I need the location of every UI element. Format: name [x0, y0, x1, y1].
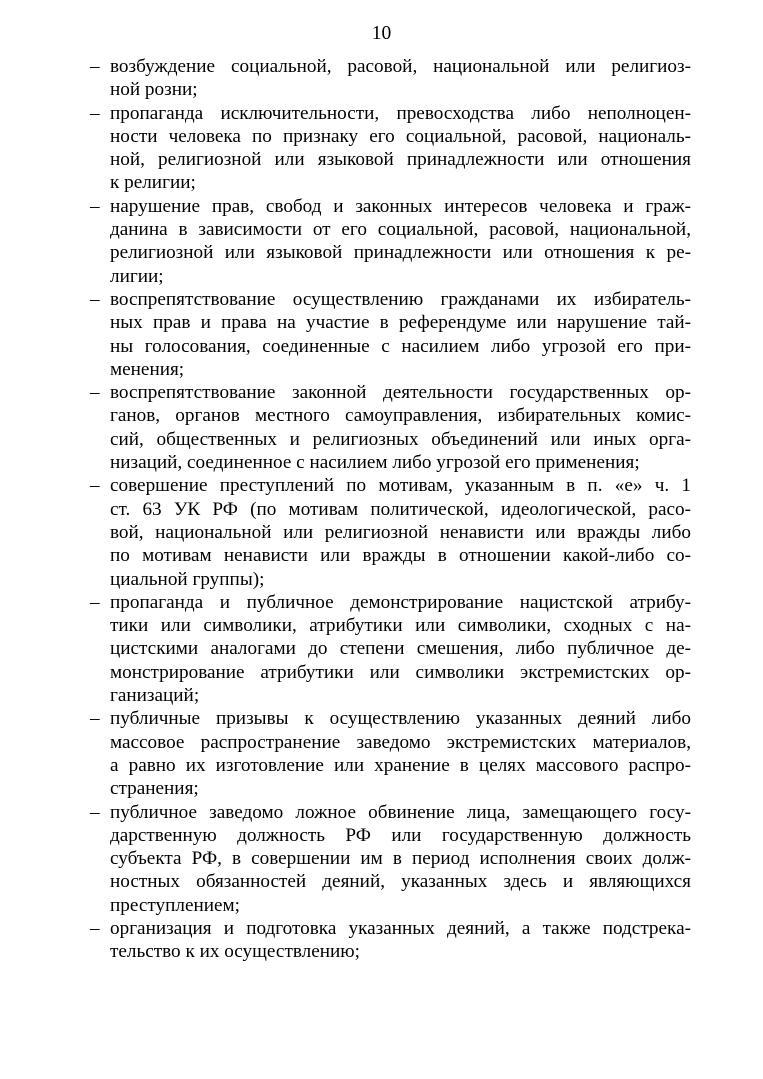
list-dash: – [90, 708, 100, 730]
text-line: пропаганда и публичное демонстрирование нацистской атрибу- [110, 591, 691, 613]
text-line: субъекта РФ, в совершении им в период исполнения своих долж- [110, 848, 691, 870]
list-item [0, 707, 691, 800]
list-item [0, 474, 691, 590]
text-line: организация и подготовка указанных деяний, а также подстрека- [110, 917, 691, 939]
page-number: 10 [371, 23, 392, 44]
text-line: лигии; [110, 265, 164, 287]
bullet-list [0, 55, 763, 964]
text-line: пропаганда исключительности, превосходства либо неполноцен- [110, 102, 691, 124]
list-dash: – [90, 288, 100, 310]
text-line: ны голосования, соединенные с насилием либо угрозой его при- [110, 335, 691, 357]
text-line: ганизаций; [110, 685, 200, 707]
text-line: сий, общественных и религиозных объединений или иных орга- [110, 428, 691, 450]
list-dash: – [90, 102, 100, 124]
text-line: дарственную должность РФ или государственную должность [110, 824, 691, 846]
text-line: ной розни; [110, 79, 198, 101]
list-item [0, 801, 691, 917]
list-dash: – [90, 382, 100, 404]
text-line: монстрирование атрибутики или символики экстремистских ор- [110, 661, 691, 683]
text-line: ных прав и права на участие в референдуме или нарушение тай- [110, 312, 691, 334]
text-line: к религии; [110, 172, 196, 194]
text-line: воспрепятствование осуществлению гражданами их избиратель- [110, 288, 691, 310]
text-line: тики или символики, атрибутики или символики, сходных с на- [110, 615, 691, 637]
list-dash: – [90, 195, 100, 217]
text-line: низаций, соединенное с насилием либо угрозой его применения; [110, 452, 640, 474]
text-line: ности человека по признаку его социальной, расовой, националь- [110, 125, 691, 147]
text-line: ностных обязанностей деяний, указанных здесь и являющихся [110, 871, 691, 893]
list-item [0, 102, 691, 195]
list-dash: – [90, 475, 100, 497]
list-item [0, 288, 691, 381]
text-line: странения; [110, 778, 199, 800]
list-item [0, 55, 691, 102]
text-line: ной, религиозной или языковой принадлежности или отношения [110, 149, 691, 171]
list-dash: – [90, 591, 100, 613]
text-line: а равно их изготовление или хранение в целях массового распро- [110, 754, 691, 776]
text-line: массовое распространение заведомо экстремистских материалов, [110, 731, 691, 753]
text-line: преступлением; [110, 894, 240, 916]
text-line: нарушение прав, свобод и законных интересов человека и граж- [110, 195, 691, 217]
text-line: воспрепятствование законной деятельности государственных ор- [110, 382, 691, 404]
list-item [0, 917, 691, 964]
text-line: ст. 63 УК РФ (по мотивам политической, идеологической, расо- [110, 498, 691, 520]
list-item [0, 591, 691, 707]
text-line: цистскими аналогами до степени смешения, либо публичное де- [110, 638, 691, 660]
list-item [0, 381, 691, 474]
list-dash: – [90, 56, 100, 77]
text-line: религиозной или языковой принадлежности или отношения к ре- [110, 242, 691, 264]
text-line: данина в зависимости от его социальной, расовой, национальной, [110, 219, 691, 241]
list-dash: – [90, 917, 100, 939]
text-line: публичное заведомо ложное обвинение лица, замещающего госу- [110, 801, 691, 823]
text-line: менения; [110, 358, 185, 380]
text-line: по мотивам ненависти или вражды в отношении какой-либо со- [110, 545, 691, 567]
text-line: вой, национальной или религиозной ненависти или вражды либо [110, 521, 691, 543]
text-line: циальной группы); [110, 568, 265, 590]
text-line: возбуждение социальной, расовой, национальной или религиоз- [110, 56, 691, 77]
text-line: ганов, органов местного самоуправления, избирательных комис- [110, 405, 691, 427]
text-line: публичные призывы к осуществлению указанных деяний либо [110, 708, 691, 730]
text-line: тельство к их осуществлению; [110, 941, 360, 963]
text-line: совершение преступлений по мотивам, указанным в п. «е» ч. 1 [110, 475, 691, 497]
list-item [0, 195, 691, 288]
list-dash: – [90, 801, 100, 823]
